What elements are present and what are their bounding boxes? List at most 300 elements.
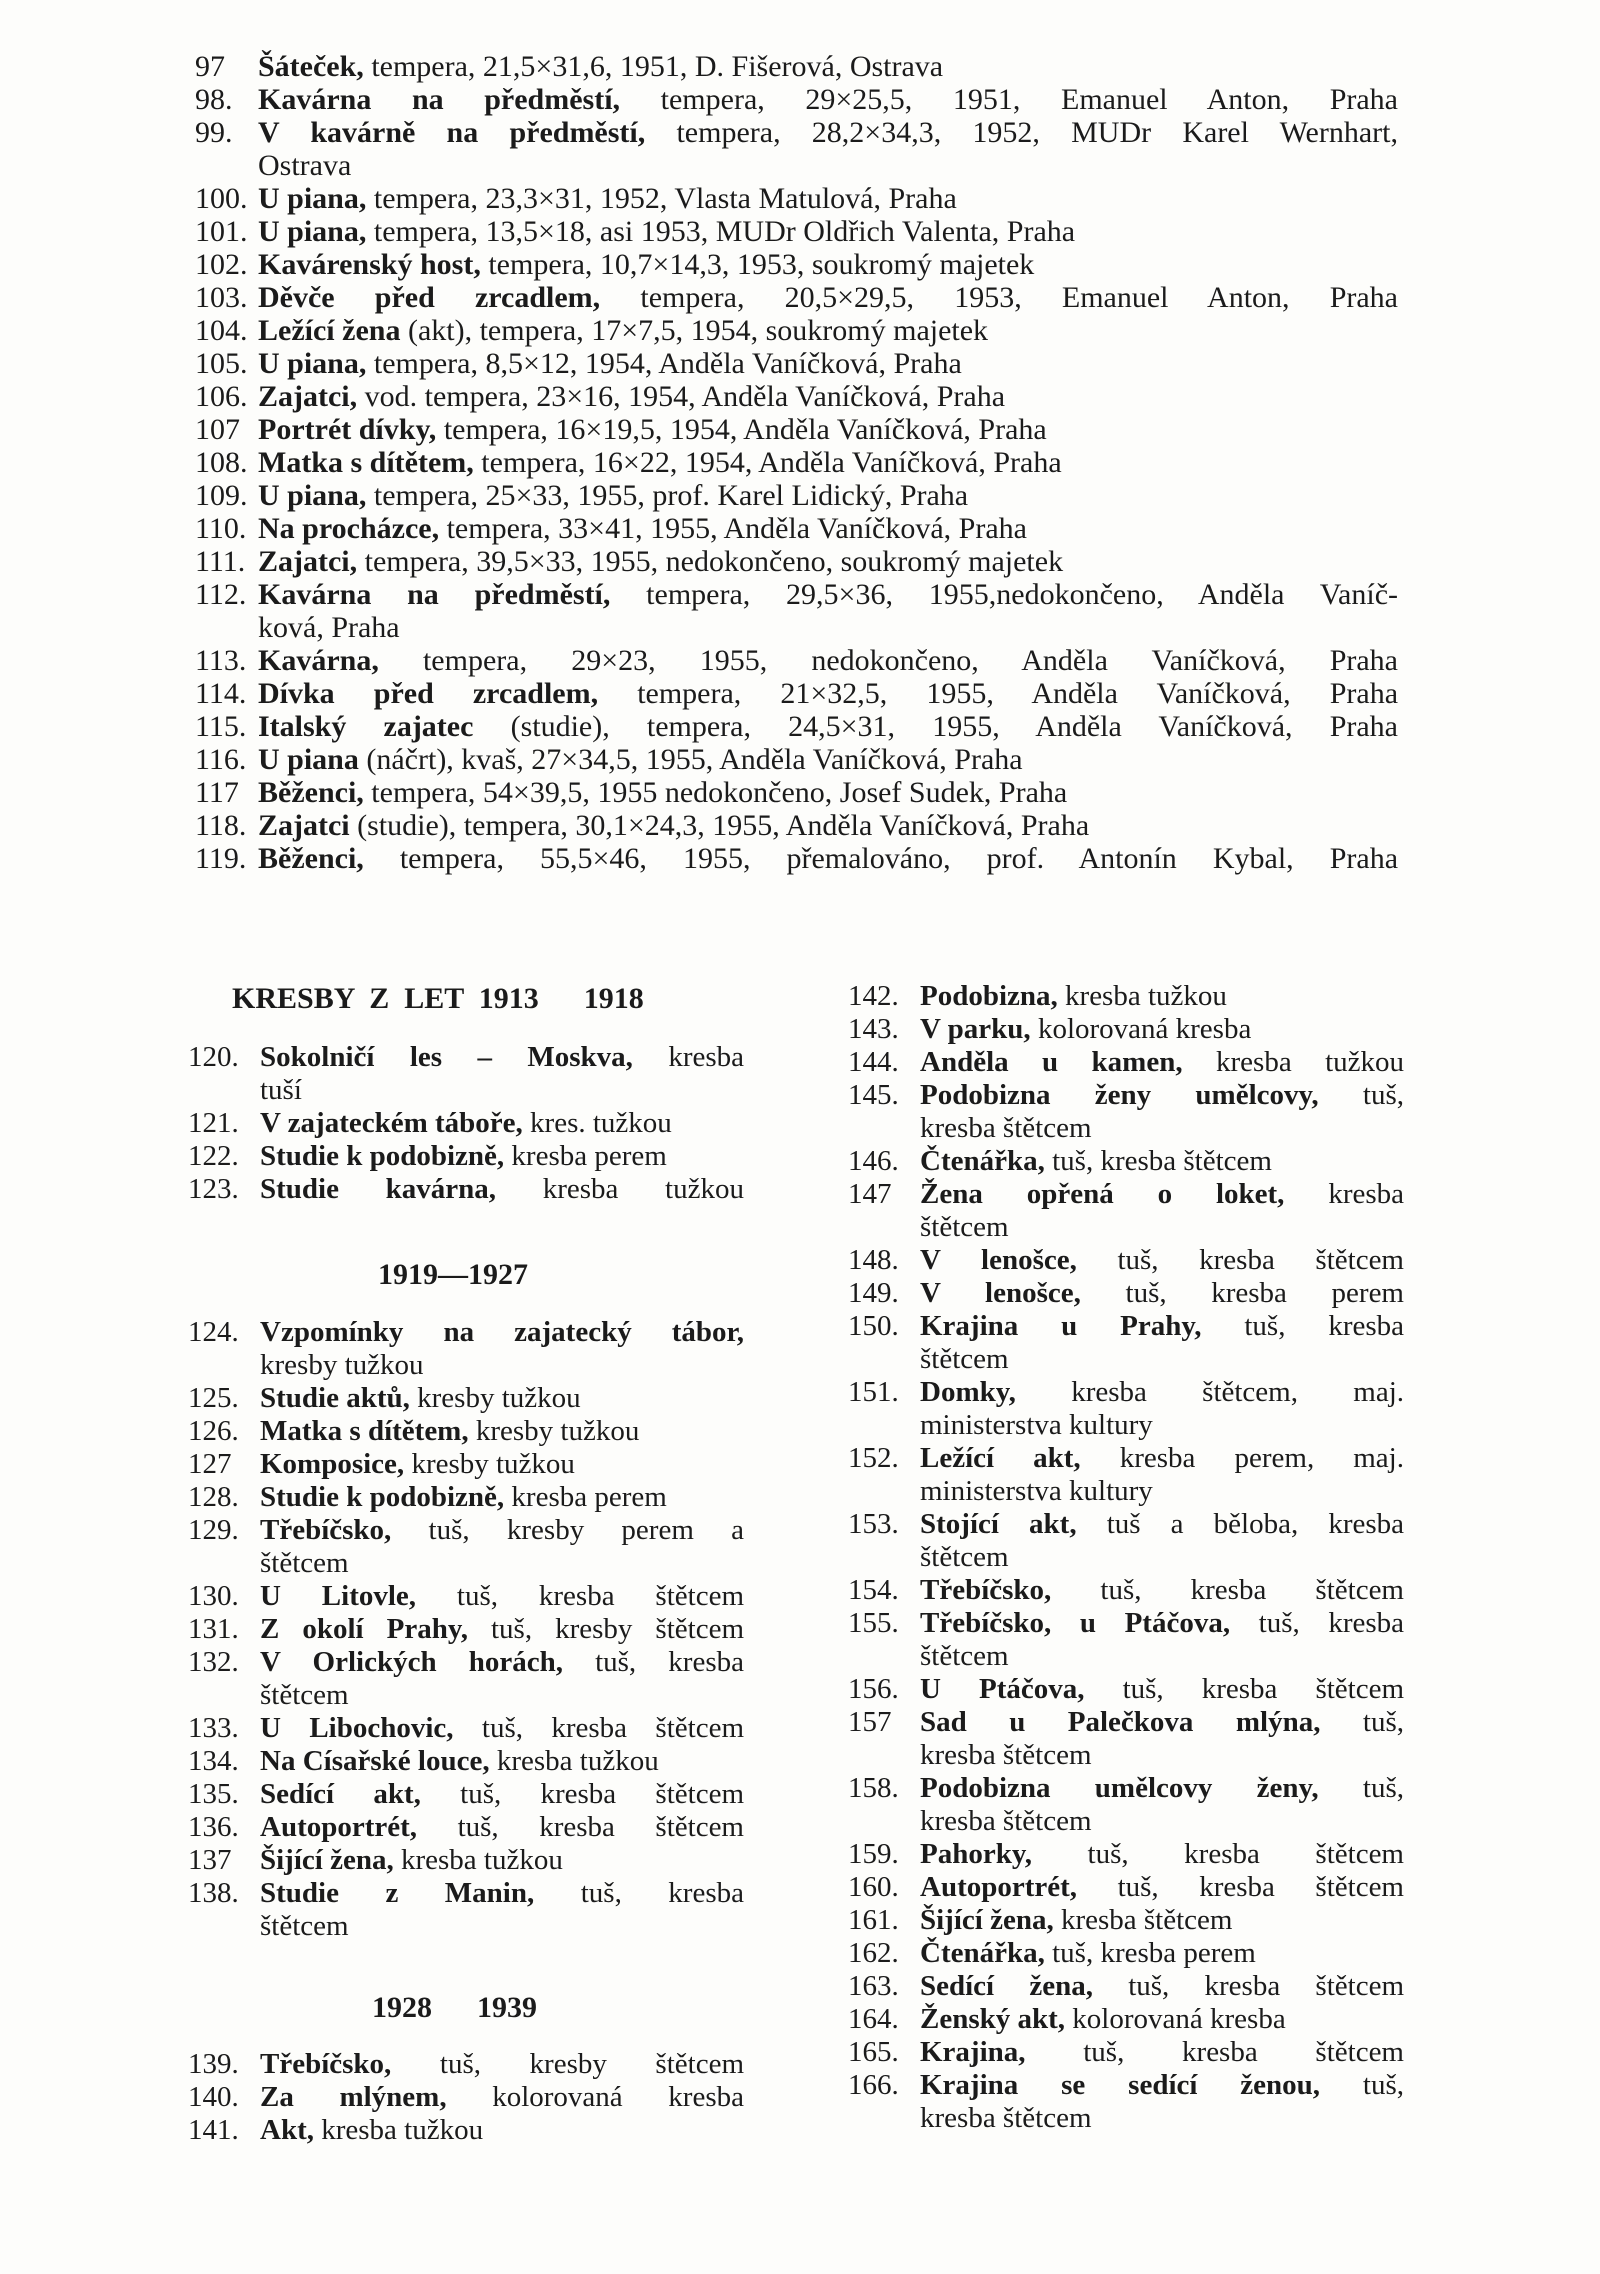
entry-number: 136. (188, 1811, 239, 1843)
entry-number: 113. (195, 644, 247, 677)
entry-number-spacer (195, 149, 258, 182)
list-item (188, 1316, 744, 1349)
list-item (195, 644, 1398, 677)
entry-title: Podobizna, (920, 980, 1058, 1012)
entry-details: kresba tužkou (1065, 980, 1227, 1012)
entry-title: Pahorky, (920, 1838, 1032, 1870)
entry-number: 132. (188, 1646, 239, 1678)
entry-details: tuš, (1362, 1079, 1405, 1111)
entry-number: 111. (195, 545, 246, 578)
entry-text (258, 413, 1398, 446)
list-item (195, 182, 1398, 215)
entry-details: (náčrt), kvaš, 27×34,5, 1955, Anděla Vaníčková, Praha (366, 743, 1023, 776)
entry-details: kolorovaná kresba (1037, 1013, 1252, 1045)
entry-title: U piana, (258, 182, 367, 215)
entry-title: U Ptáčova, (920, 1673, 1085, 1705)
entry-title: Zajatci (258, 809, 350, 842)
entry-text (920, 2003, 1404, 2036)
entry-details: tuš, kresba štětcem (1122, 1673, 1405, 1705)
list-item-continuation (188, 1679, 744, 1712)
entry-title: Třebíčsko, (260, 2048, 392, 2080)
entry-details: tuš, kresba štětcem (457, 1811, 744, 1843)
list-item (195, 677, 1398, 710)
list-item (195, 413, 1398, 446)
list-item (188, 1844, 744, 1877)
list-item (848, 2069, 1404, 2102)
entry-text (260, 1415, 744, 1448)
entry-details: tuš a běloba, kresba (1106, 1508, 1405, 1540)
entry-text (260, 2114, 744, 2147)
entry-details: kresba perem (511, 1140, 667, 1172)
list-item (195, 809, 1398, 842)
entry-text (258, 512, 1398, 545)
entry-title: Sokolničí les – Moskva, (260, 1041, 633, 1073)
list-item-continuation (848, 1805, 1404, 1838)
list-item (848, 1838, 1404, 1871)
entry-continuation: kresba štětcem (920, 1112, 1092, 1144)
entry-details: kresba tužkou (496, 1745, 659, 1777)
entry-title: Dívka před zrcadlem, (258, 677, 599, 710)
entry-details: kresby tužkou (411, 1448, 575, 1480)
entry-number-spacer (848, 2102, 920, 2135)
entry-continuation: kresba štětcem (920, 2102, 1092, 2134)
entry-title: U piana, (258, 479, 367, 512)
entry-text (260, 1140, 744, 1173)
entry-details: tempera, 21,5×31,6, 1951, D. Fišerová, Ostrava (371, 50, 944, 83)
entry-number-spacer (848, 1211, 920, 1244)
entry-title: U Litovle, (260, 1580, 417, 1612)
entry-details: tempera, 21×32,5, 1955, Anděla Vaníčková, Praha (637, 677, 1399, 710)
entry-number: 110. (195, 512, 247, 545)
entry-details: tempera, 54×39,5, 1955 nedokončeno, Josef Sudek, Praha (371, 776, 1068, 809)
list-item-continuation (848, 1541, 1404, 1574)
entry-text (258, 347, 1398, 380)
entry-text (258, 644, 1398, 677)
list-item (848, 1145, 1404, 1178)
list-item (195, 83, 1398, 116)
entry-details: tempera, 33×41, 1955, Anděla Vaníčková, Praha (446, 512, 1027, 545)
list-item (848, 2036, 1404, 2069)
entry-number-spacer (848, 1541, 920, 1574)
list-item (195, 248, 1398, 281)
entry-details: tempera, 28,2×34,3, 1952, MUDr Karel Wernhart, (676, 116, 1398, 149)
entry-text (260, 1877, 744, 1910)
list-item (195, 281, 1398, 314)
list-item (848, 1508, 1404, 1541)
entry-title: Na Císařské louce, (260, 1745, 490, 1777)
entry-details: tempera, 25×33, 1955, prof. Karel Lidický, Praha (373, 479, 969, 512)
entry-title: Sedící akt, (260, 1778, 421, 1810)
list-item (848, 1310, 1404, 1343)
entry-text (260, 1745, 744, 1778)
entry-title: Šáteček, (258, 50, 364, 83)
entry-text (258, 710, 1398, 743)
entry-number: 148. (848, 1244, 899, 1276)
entry-text (260, 1481, 744, 1514)
entry-title: Kavárna, (258, 644, 379, 677)
entry-text (260, 2048, 744, 2081)
list-item (188, 1448, 744, 1481)
entry-title: Portrét dívky, (258, 413, 437, 446)
entry-number-spacer (195, 611, 258, 644)
entry-number: 134. (188, 1745, 239, 1777)
entry-title: Běženci, (258, 842, 364, 875)
entry-title: Šijící žena, (260, 1844, 394, 1876)
entry-details: tempera, 29×23, 1955, nedokončeno, Anděla Vaníčková, Praha (422, 644, 1398, 677)
entry-number: 147 (848, 1178, 892, 1210)
entry-text (258, 182, 1398, 215)
list-item (195, 50, 1398, 83)
entry-number-spacer (848, 1475, 920, 1508)
entry-number-spacer (848, 1739, 920, 1772)
entry-number: 109. (195, 479, 248, 512)
entry-continuation: ministerstva kultury (920, 1409, 1153, 1441)
list-item (188, 1811, 744, 1844)
section-list (188, 1316, 744, 1943)
entry-text (260, 1712, 744, 1745)
entry-title: Třebíčsko, u Ptáčova, (920, 1607, 1231, 1639)
entry-number: 142. (848, 980, 899, 1012)
entry-title: Anděla u kamen, (920, 1046, 1183, 1078)
entry-continuation: štětcem (260, 1679, 349, 1711)
entry-title: Studie aktů, (260, 1382, 410, 1414)
list-item (848, 1673, 1404, 1706)
list-item (188, 2114, 744, 2147)
entry-text (920, 1013, 1404, 1046)
entry-title: V kavárně na předměstí, (258, 116, 646, 149)
drawings-right-column (848, 980, 1404, 2135)
entry-text (920, 1574, 1404, 1607)
list-item (848, 1706, 1404, 1739)
list-item (848, 1277, 1404, 1310)
entry-number: 152. (848, 1442, 899, 1474)
entry-details: kresba (1328, 1178, 1404, 1210)
entry-number: 131. (188, 1613, 239, 1645)
entry-title: U Libochovic, (260, 1712, 454, 1744)
entry-details: tuš, kresby štětcem (439, 2048, 745, 2080)
entry-number: 151. (848, 1376, 899, 1408)
list-item (188, 1877, 744, 1910)
entry-details: kolorovaná kresba (1072, 2003, 1286, 2035)
entry-text (258, 545, 1398, 578)
entry-details: kresba tužkou (542, 1173, 744, 1205)
entry-title: Zajatci, (258, 380, 358, 413)
entry-details: tuš, kresba štětcem (1128, 1970, 1404, 2002)
entry-title: Italský zajatec (258, 710, 474, 743)
list-item (848, 1244, 1404, 1277)
entry-details: kres. tužkou (530, 1107, 672, 1139)
entry-number: 164. (848, 2003, 899, 2035)
entry-title: Domky, (920, 1376, 1016, 1408)
entry-title: Ženský akt, (920, 2003, 1066, 2035)
entry-number: 117 (195, 776, 239, 809)
entry-details: tempera, 55,5×46, 1955, přemalováno, prof. Antonín Kybal, Praha (399, 842, 1399, 875)
list-item (195, 743, 1398, 776)
entry-text (920, 1442, 1404, 1475)
entry-number: 158. (848, 1772, 899, 1804)
entry-title: Sedící žena, (920, 1970, 1093, 2002)
entry-details: tuš, kresba štětcem (1100, 1574, 1404, 1606)
entry-number: 145. (848, 1079, 899, 1111)
entry-text (260, 1041, 744, 1074)
list-item (848, 1046, 1404, 1079)
entry-number: 155. (848, 1607, 899, 1639)
entry-details: tuš, kresba štětcem (1117, 1871, 1404, 1903)
entry-number: 153. (848, 1508, 899, 1540)
list-item-continuation (188, 1547, 744, 1580)
entry-number: 137 (188, 1844, 232, 1876)
entry-title: Studie z Manin, (260, 1877, 535, 1909)
entry-details: vod. tempera, 23×16, 1954, Anděla Vaníčková, Praha (364, 380, 1006, 413)
entry-number-spacer (848, 1409, 920, 1442)
list-item (848, 1937, 1404, 1970)
entry-title: Podobizna ženy umělcovy, (920, 1079, 1319, 1111)
entry-title: V parku, (920, 1013, 1031, 1045)
entry-title: Autoportrét, (920, 1871, 1078, 1903)
list-item (195, 512, 1398, 545)
entry-number: 130. (188, 1580, 239, 1612)
entry-details: tuš, kresba štětcem (481, 1712, 744, 1744)
list-item (848, 1442, 1404, 1475)
list-item-continuation (195, 611, 1398, 644)
entry-number: 114. (195, 677, 247, 710)
entry-title: Kavárna na předměstí, (258, 578, 611, 611)
entry-number: 150. (848, 1310, 899, 1342)
entry-number-spacer (848, 1640, 920, 1673)
list-item (188, 1173, 744, 1206)
entry-number: 143. (848, 1013, 899, 1045)
entry-number: 116. (195, 743, 247, 776)
entry-title: Za mlýnem, (260, 2081, 447, 2113)
entry-title: U piana (258, 743, 359, 776)
entry-details: tempera, 29×25,5, 1951, Emanuel Anton, Praha (660, 83, 1398, 116)
list-item-continuation (848, 1640, 1404, 1673)
entry-continuation: kresba štětcem (920, 1739, 1092, 1771)
list-item (195, 380, 1398, 413)
entry-title: Ležící žena (258, 314, 401, 347)
list-item (195, 215, 1398, 248)
list-item (188, 2048, 744, 2081)
entry-title: Z okolí Prahy, (260, 1613, 468, 1645)
entry-title: Studie kavárna, (260, 1173, 497, 1205)
entry-title: Akt, (260, 2114, 314, 2146)
entry-details: tuš, (1362, 2069, 1405, 2101)
entry-number: 99. (195, 116, 233, 149)
list-item (188, 1382, 744, 1415)
entry-text (260, 1448, 744, 1481)
entry-text (920, 1277, 1404, 1310)
entry-text (920, 980, 1404, 1013)
list-item (848, 1871, 1404, 1904)
entry-text (258, 116, 1398, 149)
entry-details: kresba (668, 1041, 744, 1073)
entry-text (260, 1778, 744, 1811)
entry-number: 159. (848, 1838, 899, 1870)
list-item (188, 1514, 744, 1547)
entry-details: tuš, kresba štětcem (1052, 1145, 1272, 1177)
entry-continuation: štětcem (920, 1541, 1009, 1573)
entry-number: 106. (195, 380, 248, 413)
entry-continuation: štětcem (920, 1211, 1009, 1243)
entry-text (258, 215, 1398, 248)
entry-number: 161. (848, 1904, 899, 1936)
entry-text (920, 1376, 1404, 1409)
entry-number: 163. (848, 1970, 899, 2002)
entry-text (920, 2069, 1404, 2102)
entry-text (920, 1838, 1404, 1871)
entry-number: 162. (848, 1937, 899, 1969)
list-item (188, 1415, 744, 1448)
list-item (188, 1481, 744, 1514)
entry-number-spacer (188, 1679, 260, 1712)
entry-title: Třebíčsko, (920, 1574, 1052, 1606)
entry-number: 141. (188, 2114, 239, 2146)
entry-number: 156. (848, 1673, 899, 1705)
entry-number: 104. (195, 314, 248, 347)
entry-text (920, 2036, 1404, 2069)
entry-title: Komposice, (260, 1448, 405, 1480)
entry-title: Ležící akt, (920, 1442, 1081, 1474)
entry-text (920, 1871, 1404, 1904)
entry-text (258, 314, 1398, 347)
entry-text (258, 776, 1398, 809)
entry-number: 140. (188, 2081, 239, 2113)
entry-number: 126. (188, 1415, 239, 1447)
entry-number: 149. (848, 1277, 899, 1309)
entry-details: tuš, kresba (580, 1877, 744, 1909)
list-item (195, 446, 1398, 479)
entry-title: Kavárenský host, (258, 248, 481, 281)
entry-details: tuš, kresba (595, 1646, 744, 1678)
entry-text (920, 1244, 1404, 1277)
entry-number-spacer (848, 1112, 920, 1145)
list-item (848, 1574, 1404, 1607)
entry-number: 157 (848, 1706, 892, 1738)
entry-details: tuš, kresba štětcem (1087, 1838, 1404, 1870)
entry-text (260, 1613, 744, 1646)
entry-text (260, 1382, 744, 1415)
entry-text (260, 1646, 744, 1679)
section-list (188, 1041, 744, 1206)
entry-text (258, 248, 1398, 281)
entry-text (920, 1310, 1404, 1343)
list-item (848, 1904, 1404, 1937)
entry-details: tempera, 29,5×36, 1955,nedokončeno, Anděla Vaníč- (646, 578, 1398, 611)
entry-text (260, 1316, 744, 1349)
entry-number: 121. (188, 1107, 239, 1139)
entry-continuation: štětcem (260, 1910, 349, 1942)
entry-title: Čtenářka, (920, 1145, 1045, 1177)
entry-details: tempera, 16×22, 1954, Anděla Vaníčková, Praha (481, 446, 1062, 479)
entry-title: Studie k podobizně, (260, 1140, 505, 1172)
entry-title: Žena opřená o loket, (920, 1178, 1285, 1210)
list-item (195, 545, 1398, 578)
entry-number-spacer (188, 1910, 260, 1943)
entry-number: 166. (848, 2069, 899, 2101)
entry-text (258, 281, 1398, 314)
entry-text (920, 1145, 1404, 1178)
entry-continuation: štětcem (920, 1640, 1009, 1672)
entry-details: kresba tužkou (400, 1844, 563, 1876)
entry-details: kresba tužkou (1216, 1046, 1405, 1078)
list-item (848, 1013, 1404, 1046)
entry-text (260, 1844, 744, 1877)
entry-title: V lenošce, (920, 1277, 1081, 1309)
entry-title: Podobizna umělcovy ženy, (920, 1772, 1319, 1804)
entry-title: Třebíčsko, (260, 1514, 392, 1546)
entry-title: Na procházce, (258, 512, 440, 545)
list-item (195, 314, 1398, 347)
entry-title: Krajina, (920, 2036, 1026, 2068)
entry-number: 154. (848, 1574, 899, 1606)
entry-text (920, 1046, 1404, 1079)
entry-details: tuš, (1362, 1706, 1405, 1738)
section-heading: KRESBY Z LET 1913 1918 (232, 982, 644, 1015)
entry-details: kresba štětcem (1060, 1904, 1233, 1936)
list-item (188, 2081, 744, 2114)
entry-title: Běženci, (258, 776, 364, 809)
entry-text (260, 1580, 744, 1613)
entry-text (920, 1706, 1404, 1739)
entry-details: tuš, kresby perem a (428, 1514, 744, 1546)
list-item (848, 980, 1404, 1013)
list-item (848, 1607, 1404, 1640)
entry-number: 133. (188, 1712, 239, 1744)
entry-number: 122. (188, 1140, 239, 1172)
entry-details: tempera, 23,3×31, 1952, Vlasta Matulová, Praha (373, 182, 957, 215)
list-item (848, 1772, 1404, 1805)
entry-continuation: Ostrava (258, 149, 352, 182)
entry-text (258, 83, 1398, 116)
entry-details: tuš, kresba štětcem (1117, 1244, 1404, 1276)
list-item-continuation (188, 1349, 744, 1382)
list-item-continuation (848, 2102, 1404, 2135)
entry-details: kresby tužkou (475, 1415, 640, 1447)
entry-number-spacer (188, 1547, 260, 1580)
entry-title: Stojící akt, (920, 1508, 1077, 1540)
list-item (188, 1041, 744, 1074)
entry-title: V zajateckém táboře, (260, 1107, 523, 1139)
entry-number-spacer (188, 1074, 260, 1107)
list-item (848, 1970, 1404, 2003)
entry-text (258, 446, 1398, 479)
entry-title: Matka s dítětem, (260, 1415, 469, 1447)
entry-title: Krajina se sedící ženou, (920, 2069, 1321, 2101)
entry-continuation: štětcem (260, 1547, 349, 1579)
entry-text (258, 578, 1398, 611)
list-item (195, 116, 1398, 149)
entry-details: kresba perem (511, 1481, 667, 1513)
entry-text (258, 842, 1398, 875)
list-item (195, 578, 1398, 611)
entry-number: 119. (195, 842, 247, 875)
entry-text (920, 1508, 1404, 1541)
entry-text (258, 380, 1398, 413)
list-item (188, 1778, 744, 1811)
entry-title: Děvče před zrcadlem, (258, 281, 601, 314)
entry-details: tuš, kresba štětcem (460, 1778, 744, 1810)
entry-continuation: tuší (260, 1074, 302, 1106)
entry-details: kresba perem, maj. (1119, 1442, 1404, 1474)
entry-number: 112. (195, 578, 247, 611)
entry-number: 105. (195, 347, 248, 380)
entry-continuation: kresby tužkou (260, 1349, 424, 1381)
entry-details: kresby tužkou (417, 1382, 581, 1414)
entry-number: 160. (848, 1871, 899, 1903)
entry-number: 118. (195, 809, 247, 842)
entry-title: Kavárna na předměstí, (258, 83, 621, 116)
entry-number: 107 (195, 413, 240, 446)
